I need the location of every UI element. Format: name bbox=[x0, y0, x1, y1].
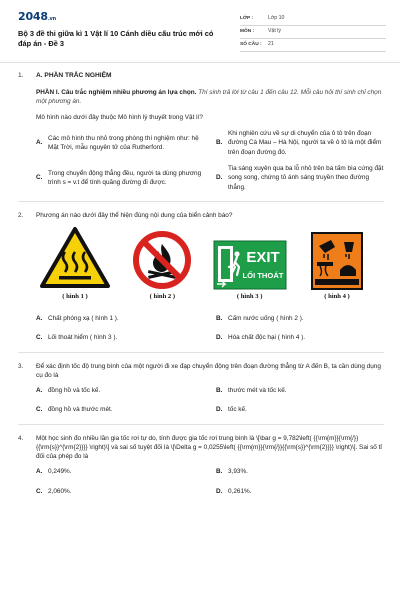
question-4-stem: 4. Một học sinh đo nhiều lần gia tốc rơi tự do, tính được gia tốc rơi trung bình là \[\bar g = 9,782\left( {{\rm{m}}{\rm{/}}{{\rm{s}}^{\rm{2}}}} \right)\] và sai số tuyệt đối là \[\Delta g = 0,0255\left( {{\rm{m}}{\rm{/}}{{\rm{s}}^{\rm{2}}}} \right)\]. Sai số tỉ đối của phép đo là bbox=[18, 434, 382, 461]
option-d[interactable]: D. Tia sáng xuyên qua ba lỗ nhỏ trên ba tấm bìa cứng đặt song song, chứng tỏ ánh sáng truyền theo đường thẳng. bbox=[216, 164, 384, 191]
question-3-options bbox=[36, 386, 384, 415]
image-2-caption: ( hình 2 ) bbox=[149, 293, 176, 301]
question-4 bbox=[18, 434, 384, 496]
part-instructions: PHẦN I. Câu trắc nghiệm nhiều phương án lựa chọn. Thí sinh trả lời từ câu 1 đến câu 12. Mỗi câu hỏi thí sinh chỉ chọn một phương án. bbox=[36, 88, 382, 106]
question-1-options bbox=[36, 129, 384, 192]
question-4-options bbox=[36, 467, 384, 496]
option-a[interactable]: A. Chất phóng xạ ( hình 1 ). bbox=[36, 314, 119, 322]
option-b[interactable]: B. Cấm nước uống ( hình 2 ). bbox=[216, 314, 304, 322]
question-2-options bbox=[36, 314, 384, 343]
radiation-heat-warning-icon bbox=[39, 226, 111, 290]
image-4 bbox=[298, 232, 376, 302]
header-divider bbox=[0, 62, 400, 63]
option-d[interactable]: D. 0,261%. bbox=[216, 487, 252, 495]
section-heading: 1. A. PHẦN TRẮC NGHIỆM bbox=[18, 72, 112, 79]
option-a[interactable]: A. Các mô hình thu nhỏ trong phòng thí nghiệm như: hệ Mặt Trời, mẫu nguyên tử của Rutherford. bbox=[36, 134, 199, 152]
option-d[interactable]: D. Hóa chất độc hại ( hình 4 ). bbox=[216, 334, 306, 342]
question-3 bbox=[18, 362, 384, 415]
document-meta bbox=[240, 13, 386, 52]
image-2 bbox=[123, 230, 201, 302]
document-header bbox=[18, 10, 386, 56]
meta-row-question-count: SỐ CÂU : 21 bbox=[240, 39, 386, 52]
site-logo[interactable]: 2048.vn bbox=[18, 10, 56, 23]
question-2-stem: 2. Phương án nào dưới đây thể hiện đúng nội dung của biển cảnh báo? bbox=[18, 211, 233, 219]
image-3 bbox=[211, 240, 289, 302]
option-c[interactable]: C. Trong chuyển động thẳng đều, người ta dùng phương trình s = v.t để tính quãng đường đi được. bbox=[36, 169, 202, 186]
question-divider bbox=[18, 424, 384, 425]
option-a[interactable]: A. 0,249%. bbox=[36, 468, 72, 476]
option-c[interactable]: C. Lối thoát hiểm ( hình 3 ). bbox=[36, 334, 118, 342]
corrosive-icon bbox=[311, 232, 363, 290]
option-a[interactable]: A. đồng hồ và tốc kế. bbox=[36, 387, 101, 395]
option-c[interactable]: C. đồng hồ và thước mét. bbox=[36, 406, 113, 414]
exit-sign-icon bbox=[213, 240, 287, 290]
image-4-caption: ( hình 4 ) bbox=[324, 293, 350, 301]
option-b[interactable]: B. Khi nghiên cứu về sự di chuyển của ô tô trên đoạn đường Cà Mau – Hà Nội, người ta về ô tô là một điểm trên đoạn đường đó. bbox=[216, 130, 382, 156]
exam-content bbox=[18, 72, 384, 504]
question-1 bbox=[18, 72, 384, 192]
image-1 bbox=[36, 226, 114, 302]
option-c[interactable]: C. 2,060%. bbox=[36, 487, 72, 495]
meta-row-subject: MÔN : Vật lý bbox=[240, 26, 386, 39]
question-1-stem: Mô hình nào dưới đây thuộc Mô hình lý thuyết trong Vật lí? bbox=[36, 114, 203, 122]
question-2 bbox=[18, 211, 384, 343]
exit-sign-label: EXIT bbox=[245, 249, 280, 267]
image-3-caption: ( hình 3 ) bbox=[236, 293, 263, 301]
option-d[interactable]: D. tốc kế. bbox=[216, 406, 247, 414]
option-b[interactable]: B. 3,93%. bbox=[216, 468, 248, 476]
document-title: Bộ 3 đề thi giữa kì 1 Vật lí 10 Cánh diều cấu trúc mới có đáp án - Đề 3 bbox=[18, 29, 214, 48]
exit-sign-sublabel: LỐI THOÁT bbox=[242, 271, 284, 281]
option-b[interactable]: B. thước mét và tốc kế. bbox=[216, 387, 287, 395]
question-divider bbox=[18, 201, 384, 202]
question-3-stem: 3. Để xác định tốc độ trung bình của một người đi xe đạp chuyển động trên đoạn đường thẳng từ A đến B, ta cần dùng dụng cụ đo là bbox=[18, 362, 381, 379]
meta-row-class: LỚP : Lớp 10 bbox=[240, 13, 386, 26]
warning-sign-images bbox=[36, 226, 376, 302]
image-1-caption: ( hình 1 ) bbox=[62, 293, 88, 301]
no-fire-icon bbox=[132, 230, 192, 290]
question-divider bbox=[18, 352, 384, 353]
